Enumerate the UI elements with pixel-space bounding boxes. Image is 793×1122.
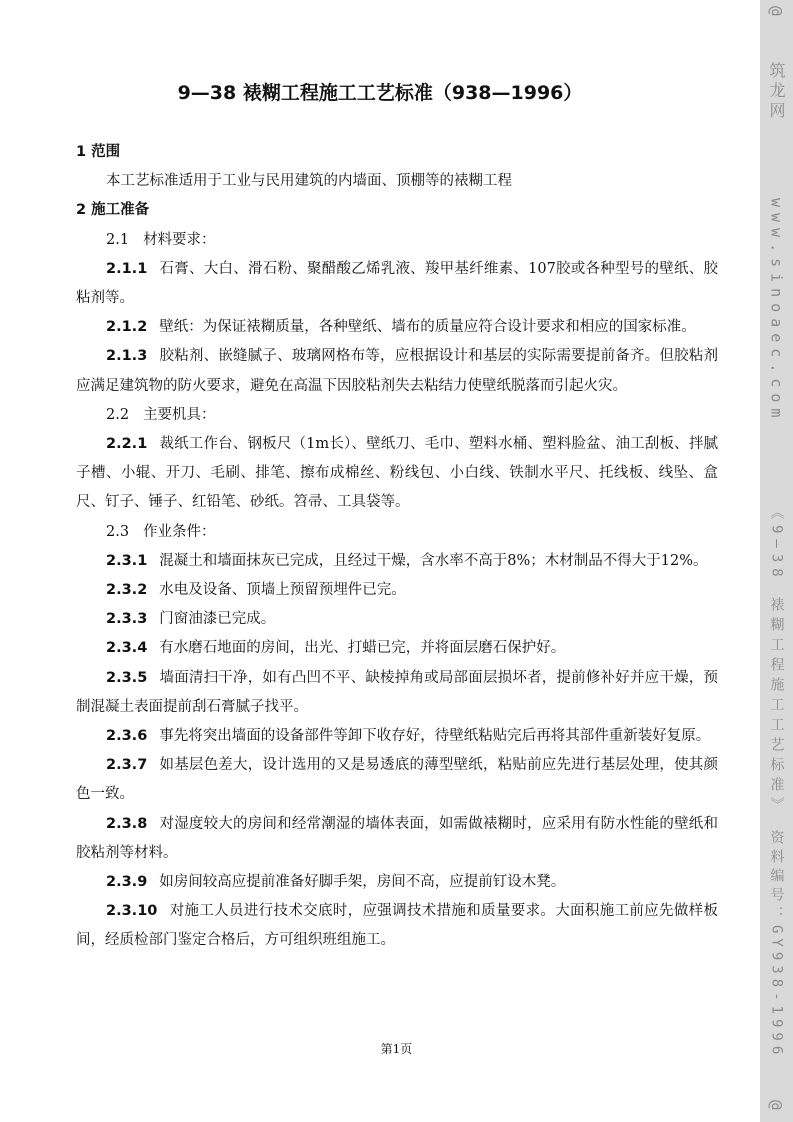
clause-2-3-1 [76,547,718,576]
document-body [76,138,718,956]
clause-text: 裁纸工作台、钢板尺（1m长）、壁纸刀、毛巾、塑料水桶、塑料脸盆、油工刮板、拌腻子槽、小辊、开刀、毛刷、排笔、擦布成棉丝、粉线包、小白线、铁制水平尺、托线板、线坠、盒尺、钉子、锤子、红铅笔、砂纸。笤帚、工具袋等。 [76,436,718,511]
clause-number: 2.3.1 [106,552,148,569]
clause-number: 2.3.10 [106,903,158,920]
clause-text: 水电及设备、顶墙上预留预埋件已完。 [159,582,406,599]
clause-text: 胶粘剂、嵌缝腻子、玻璃网格布等，应根据设计和基层的实际需要提前备齐。但胶粘剂应满足建筑物的防火要求，避免在高温下因胶粘剂失去粘结力使壁纸脱落而引起火灾。 [76,348,718,394]
clause-number: 2.3.5 [106,669,148,686]
clause-number: 2.3.3 [106,611,148,628]
section-heading-scope: 1 范围 [76,144,121,160]
clause-number: 2.3.8 [106,815,148,832]
clause-2-3-3 [76,605,718,634]
clause-text: 主要机具： [143,406,216,423]
sidebar-doc-code: 资料编号：GY938-1996 [768,830,785,1060]
clause-2-1-2 [76,313,718,342]
clause-number: 2.3.7 [106,757,148,774]
sidebar-at-symbol-top: @ [767,6,786,16]
clause-text: 门窗油漆已完成。 [159,611,276,628]
sidebar-url: www.sinoaec.com [767,198,786,424]
clause-2-3-10 [76,897,718,955]
page-number: 第1页 [380,1042,413,1056]
section-heading-preparation: 2 施工准备 [76,202,150,219]
clause-text: 如基层色差大，设计选用的又是易透底的薄型壁纸，粘贴前应先进行基层处理，使其颜色一致。 [76,757,718,803]
clause-2-3-6 [76,722,718,751]
clause-text: 壁纸：为保证裱糊质量，各种壁纸、墙布的质量应符合设计要求和相应的国家标准。 [159,319,696,336]
clause-text: 墙面清扫干净，如有凸凹不平、缺棱掉角或局部面层损坏者，提前修补好并应干燥，预制混凝土表面提前刮石膏腻子找平。 [76,669,718,715]
clause-text: 作业条件： [143,523,216,540]
clause-number: 2.2 [106,406,130,423]
clause-number: 2.3.9 [106,874,148,891]
clause-number: 2.3.2 [106,582,148,599]
clause-2-1 [76,226,718,255]
sidebar-at-symbol-bottom: @ [767,1100,786,1110]
clause-text: 混凝土和墙面抹灰已完成，且经过干燥，含水率不高于8%；木材制品不得大于12%。 [159,552,708,569]
clause-text: 材料要求： [143,231,216,248]
clause-2-1-3 [76,342,718,400]
clause-2-3-5 [76,664,718,722]
clause-number: 2.1.3 [106,348,148,365]
clause-number: 2.3.4 [106,640,148,657]
clause-number: 2.3 [106,523,130,540]
watermark-sidebar [760,0,793,1122]
clause-number: 2.1.1 [106,260,148,277]
clause-number: 2.1.2 [106,319,148,336]
clause-2-2 [76,401,718,430]
clause-text: 对湿度较大的房间和经常潮湿的墙体表面，如需做裱糊时，应采用有防水性能的壁纸和胶粘剂等材料。 [76,815,718,861]
sidebar-brand: 筑龙网 [767,62,786,122]
sidebar-doc-title: 《9—38 裱糊工程施工工艺标准》 [768,505,785,818]
clause-number: 2.2.1 [106,436,148,453]
clause-2-3-9 [76,868,718,897]
clause-text: 事先将突出墙面的设备部件等卸下收存好，待壁纸粘贴完后再将其部件重新装好复原。 [159,728,711,745]
clause-2-2-1 [76,430,718,518]
clause-2-3-4 [76,634,718,663]
clause-text: 如房间较高应提前准备好脚手架，房间不高，应提前钉设木凳。 [159,874,566,891]
clause-text: 石膏、大白、滑石粉、聚醋酸乙烯乳液、羧甲基纤维素、107胶或各种型号的壁纸、胶粘剂等。 [76,260,718,307]
clause-2-3-8 [76,810,718,868]
clause-number: 2.3.6 [106,728,148,745]
clause-2-3-7 [76,751,718,809]
clause-2-3-2 [76,576,718,605]
clause-2-1-1 [76,255,718,313]
clause-text: 对施工人员进行技术交底时，应强调技术措施和质量要求。大面积施工前应先做样板间，经质检部门鉴定合格后，方可组织班组施工。 [76,903,718,949]
clause-text: 有水磨石地面的房间，出光、打蜡已完，并将面层磨石保护好。 [159,640,566,657]
clause-number: 2.1 [106,231,130,248]
clause-2-3 [76,518,718,547]
scope-paragraph: 本工艺标准适用于工业与民用建筑的内墙面、顶棚等的裱糊工程 [106,173,512,190]
page-title: 9—38 裱糊工程施工工艺标准（938—1996） [177,82,583,104]
